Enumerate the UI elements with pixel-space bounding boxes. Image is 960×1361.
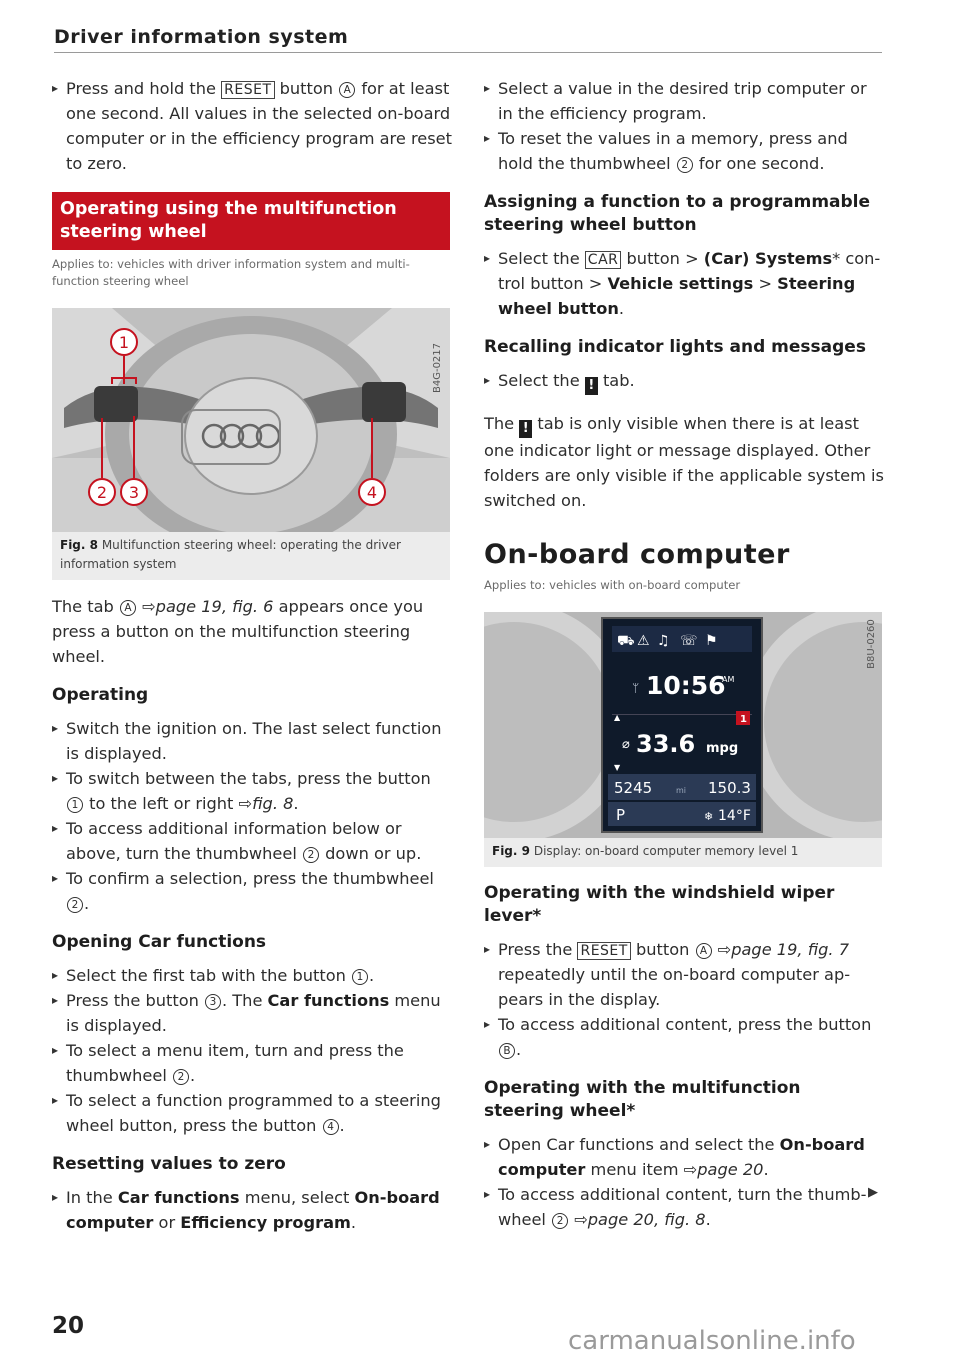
onboard-display-illustration xyxy=(484,612,882,838)
warning-tab-icon: ! xyxy=(519,420,532,438)
running-header: Driver information system xyxy=(54,26,349,48)
steering-wheel-illustration xyxy=(52,308,450,532)
list-item: ▸ To access additional content, press the button B . xyxy=(484,1012,884,1062)
gear-indicator: P xyxy=(616,806,626,824)
car-tab-icon: ⛟ xyxy=(617,633,635,649)
page-number: 20 xyxy=(52,1313,85,1339)
applies-to-note: Applies to: vehicles with driver information system and multi-function steering wheel xyxy=(52,257,410,288)
header-divider xyxy=(54,52,882,53)
trip-reset-steps xyxy=(484,76,884,176)
warning-triangle-icon: ⚠ xyxy=(637,633,650,649)
wiper-lever-steps xyxy=(484,937,884,1062)
list-item: ▸ Select the first tab with the button 1 . xyxy=(52,963,452,988)
clock-ampm: AM xyxy=(722,675,735,684)
figure-caption: Fig. 8 Multifunction steering wheel: operating the driver information system xyxy=(60,538,401,571)
navigation-flag-icon: ⚑ xyxy=(705,633,718,649)
trip-value: 150.3 xyxy=(708,779,751,797)
callout-label: 2 xyxy=(96,483,108,502)
cross-reference-link[interactable]: page 19, fig. 7 xyxy=(731,940,850,959)
odometer-value: 5245 xyxy=(614,779,653,797)
music-icon: ♫ xyxy=(657,633,670,649)
scroll-up-icon: ▲ xyxy=(614,713,621,722)
watermark: carmanualsonline.info xyxy=(568,1326,856,1356)
reset-steps xyxy=(52,76,452,176)
cross-reference-link[interactable]: page 20 xyxy=(697,1160,764,1179)
car-key: CAR xyxy=(585,251,622,269)
resetting-steps xyxy=(52,1185,452,1235)
odometer-unit: mi xyxy=(676,786,687,795)
operating-steps xyxy=(52,716,452,916)
callout-label: 4 xyxy=(366,483,378,502)
assigning-steps xyxy=(484,246,884,321)
list-item: ▸ Switch the ignition on. The last select function is displayed. xyxy=(52,716,452,766)
callout-label: 3 xyxy=(128,483,140,502)
heading-recalling: Recalling indicator lights and messages xyxy=(484,337,866,357)
list-item: ▸ In the Car functions menu, select On-board computer or Efficiency program. xyxy=(52,1185,452,1235)
heading-on-board-computer: On-board computer xyxy=(484,539,790,570)
figure-caption: Fig. 9 Display: on-board computer memory level 1 xyxy=(492,844,799,858)
callout-label: 1 xyxy=(118,333,130,352)
figure-code: B4G-0217 xyxy=(432,342,443,394)
list-item: ▸ Press the RESET button A ⇨page 19, fig. 7 repeatedly until the on-board computer ap-pears in the display. xyxy=(484,937,884,1012)
list-item: ▸ To select a function programmed to a steering wheel button, press the button 4 . xyxy=(52,1088,452,1138)
section-title-bar: Operating using the multifunction steering wheel xyxy=(52,192,450,250)
cross-reference-link[interactable]: page 19, fig. 6 xyxy=(155,597,274,616)
list-item: ▸ To switch between the tabs, press the button 1 to the left or right ⇨fig. 8. xyxy=(52,766,452,816)
figure-steering-wheel xyxy=(52,308,450,580)
consumption-unit: mpg xyxy=(706,741,739,756)
heading-opening-car-functions: Opening Car functions xyxy=(52,932,267,952)
average-icon: ⌀ xyxy=(622,737,630,752)
figure-code: B8U-0260 xyxy=(866,619,877,669)
recalling-steps xyxy=(484,368,884,395)
outside-temperature: 14°F xyxy=(718,808,751,824)
callout-a: A xyxy=(339,82,355,98)
intro-paragraph: The tab A ⇨page 19, fig. 6 appears once you press a button on the multifunction steering wheel. xyxy=(52,597,424,666)
list-item: ▸ Open Car functions and select the On-board computer menu item ⇨page 20. xyxy=(484,1132,884,1182)
list-item: ▸ Press the button 3 . The Car functions menu is displayed. xyxy=(52,988,452,1038)
clock-time: 10:56 xyxy=(646,671,726,700)
figure-onboard-display xyxy=(484,612,882,867)
list-item: ▸ Select the CAR button > (Car) Systems* con-trol button > Vehicle settings > Steering wheel button. xyxy=(484,246,884,321)
reset-key: RESET xyxy=(577,942,630,960)
mfsw-steps xyxy=(484,1132,884,1232)
consumption-value: 33.6 xyxy=(636,730,696,758)
list-item: ▸ To select a menu item, turn and press the thumbwheel 2 . xyxy=(52,1038,452,1088)
cross-reference-link[interactable]: fig. 8 xyxy=(252,794,294,813)
opening-steps xyxy=(52,963,452,1138)
right-column xyxy=(484,76,884,1232)
cross-reference-link[interactable]: page 20, fig. 8 xyxy=(587,1210,706,1229)
list-item: ▸ To access additional information below or above, turn the thumbwheel 2 down or up. xyxy=(52,816,452,866)
heading-operating: Operating xyxy=(52,685,149,705)
warning-tab-icon: ! xyxy=(585,377,598,395)
scroll-down-icon: ▼ xyxy=(614,763,621,772)
antenna-icon: ᛘ xyxy=(632,681,640,695)
heading-assigning: Assigning a function to a programmable steering wheel button xyxy=(484,192,871,235)
memory-level-indicator: 1 xyxy=(740,714,747,725)
list-item: ▸ To reset the values in a memory, press and hold the thumbwheel 2 for one second. xyxy=(484,126,884,176)
recall-note: The ! tab is only visible when there is at least one indicator light or message displayed. Other folders are only visible if the applicable system is switched on. xyxy=(484,414,884,510)
list-item: ▸ Select a value in the desired trip computer or in the efficiency program. xyxy=(484,76,884,126)
applies-to-note: Applies to: vehicles with on-board computer xyxy=(484,578,741,592)
left-column xyxy=(52,76,452,1235)
list-item: ▸ To access additional content, turn the thumb-wheel 2 ⇨page 20, fig. 8. xyxy=(484,1182,884,1232)
phone-icon: ☏ xyxy=(680,633,698,649)
list-item: ▸ Press and hold the RESET button A for at least one second. All values in the selected on-board computer or in the efficiency program are reset to zero. xyxy=(52,76,452,176)
continue-arrow-icon: ▶ xyxy=(868,1185,878,1200)
list-item: ▸ Select the ! tab. xyxy=(484,368,884,395)
list-item: ▸ To confirm a selection, press the thumbwheel 2 . xyxy=(52,866,452,916)
heading-wiper-lever: Operating with the windshield wiper lever* xyxy=(484,883,835,926)
reset-key: RESET xyxy=(221,81,274,99)
heading-resetting: Resetting values to zero xyxy=(52,1154,286,1174)
heading-mfsw: Operating with the multifunction steering wheel* xyxy=(484,1078,801,1121)
snowflake-icon: ❄ xyxy=(704,810,714,823)
